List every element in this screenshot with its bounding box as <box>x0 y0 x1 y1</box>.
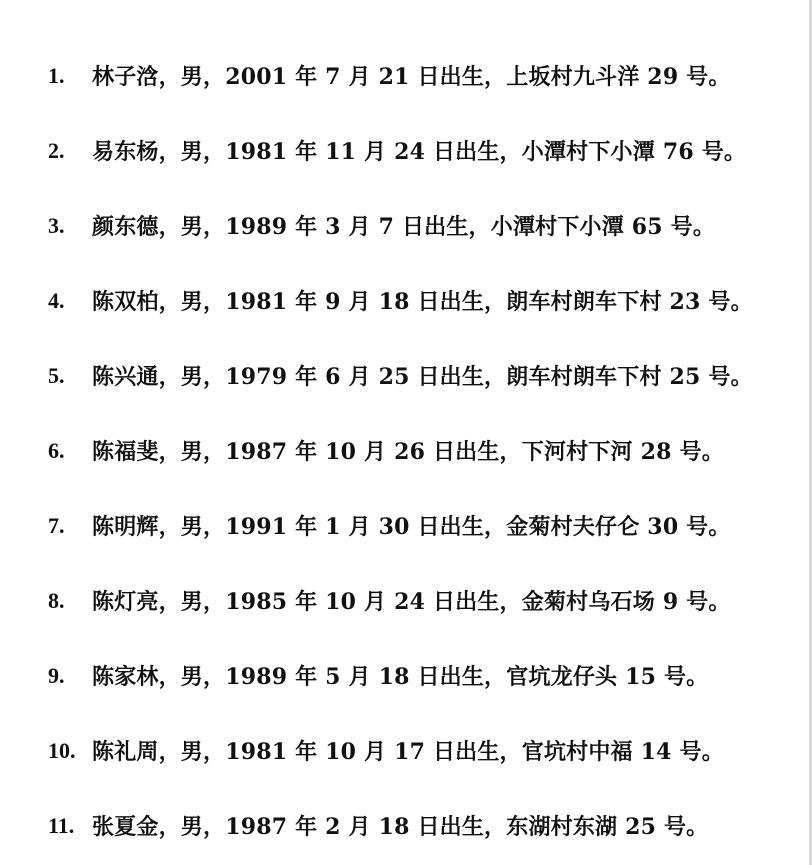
person-list <box>48 38 808 863</box>
item-number: 10. <box>48 737 76 763</box>
item-text: 陈兴通，男，1979 年 6 月 25 日出生，朗车村朗车下村 25 号。 <box>92 364 753 390</box>
item-number: 6. <box>48 437 65 463</box>
list-item <box>48 188 808 263</box>
item-text: 易东杨，男，1981 年 11 月 24 日出生，小潭村下小潭 76 号。 <box>92 139 747 165</box>
list-item <box>48 788 808 863</box>
item-number: 8. <box>48 587 65 613</box>
item-number: 4. <box>48 287 65 313</box>
item-text: 陈灯亮，男，1985 年 10 月 24 日出生，金菊村乌石场 9 号。 <box>92 589 731 615</box>
list-item <box>48 338 808 413</box>
list-item <box>48 113 808 188</box>
list-item <box>48 413 808 488</box>
item-number: 5. <box>48 362 65 388</box>
item-text: 林子浛，男，2001 年 7 月 21 日出生，上坂村九斗洋 29 号。 <box>92 64 731 90</box>
item-text: 颜东德，男，1989 年 3 月 7 日出生，小潭村下小潭 65 号。 <box>92 214 716 240</box>
item-number: 7. <box>48 512 65 538</box>
list-item <box>48 563 808 638</box>
item-text: 张夏金，男，1987 年 2 月 18 日出生，东湖村东湖 25 号。 <box>92 814 709 840</box>
item-text: 陈礼周，男，1981 年 10 月 17 日出生，官坑村中福 14 号。 <box>92 739 724 765</box>
item-number: 1. <box>48 62 65 88</box>
item-text: 陈福斐，男，1987 年 10 月 26 日出生，下河村下河 28 号。 <box>92 439 724 465</box>
item-text: 陈明辉，男，1991 年 1 月 30 日出生，金菊村夫仔仑 30 号。 <box>92 514 731 540</box>
item-number: 3. <box>48 212 65 238</box>
item-text: 陈双柏，男，1981 年 9 月 18 日出生，朗车村朗车下村 23 号。 <box>92 289 753 315</box>
list-item <box>48 38 808 113</box>
item-text: 陈家林，男，1989 年 5 月 18 日出生，官坑龙仔头 15 号。 <box>92 664 709 690</box>
item-number: 9. <box>48 662 65 688</box>
list-item <box>48 263 808 338</box>
list-item <box>48 488 808 563</box>
item-number: 2. <box>48 137 65 163</box>
list-item <box>48 713 808 788</box>
item-number: 11. <box>48 812 75 838</box>
list-item <box>48 638 808 713</box>
